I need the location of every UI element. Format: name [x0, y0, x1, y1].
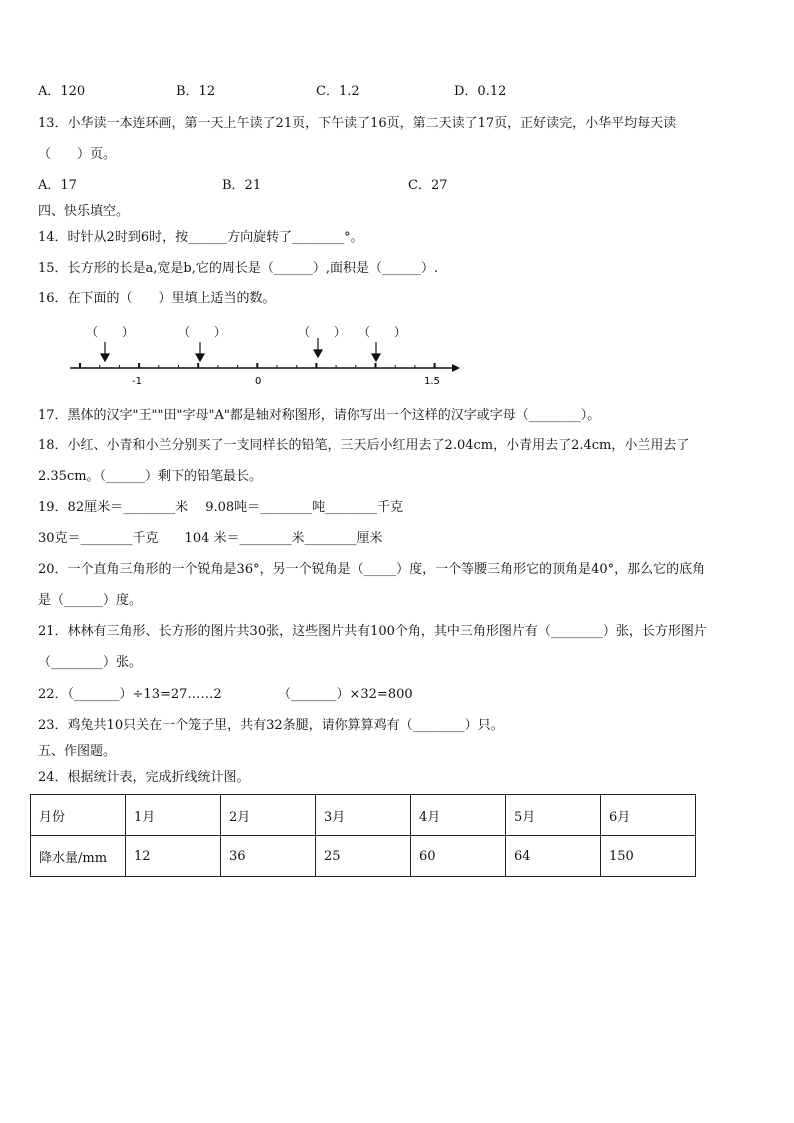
table-cell: 4月	[411, 795, 506, 836]
table-cell: 36	[221, 836, 316, 877]
axis-arrow	[452, 364, 460, 372]
arrow-head-3	[314, 350, 322, 357]
label-1-5: 1.5	[424, 376, 440, 387]
label-0: 0	[255, 376, 262, 387]
table-header-row	[31, 795, 696, 836]
question-17: 17．黑体的汉字"王""田"字母"A"都是轴对称图形，请你写出一个这样的汉字或字母（________）。	[38, 408, 601, 423]
section-heading-4: 四、快乐填空。	[38, 204, 130, 219]
option-c: C．27	[408, 178, 448, 193]
question-21-line1: 21．林林有三角形、长方形的图片共30张，这些图片共有100个角，其中三角形图片有（________）张，长方形图片	[38, 624, 707, 639]
question-24: 24．根据统计表，完成折线统计图。	[38, 770, 250, 785]
table-cell: 1月	[126, 795, 221, 836]
option-a: A．120	[38, 84, 86, 99]
option-d: D．0.12	[454, 84, 507, 99]
question-15: 15．长方形的长是a,宽是b,它的周长是（______）,面积是（______）.	[38, 261, 439, 276]
question-14: 14．时针从2时到6时，按______方向旋转了________°。	[38, 230, 364, 245]
table-cell: 12	[126, 836, 221, 877]
section-heading-5: 五、作图题。	[38, 744, 117, 759]
table-cell: 月份	[31, 795, 126, 836]
blank-1: （ ）	[86, 325, 135, 339]
question-18-line1: 18．小红、小青和小兰分别买了一支同样长的铅笔，三天后小红用去了2.04cm，小青用去了2.4cm，小兰用去了	[38, 438, 690, 453]
option-b: B．12	[176, 84, 216, 99]
blank-3: （ ）	[298, 325, 347, 339]
blank-2: （ ）	[178, 325, 227, 339]
table-cell: 2月	[221, 795, 316, 836]
question-19-line2: 30克＝________千克 104 米＝________米________厘米	[38, 531, 383, 546]
label-minus-1: -1	[132, 376, 142, 387]
rainfall-table	[30, 794, 696, 877]
arrow-head-4	[372, 354, 380, 361]
option-b: B．21	[222, 178, 262, 193]
table-cell: 5月	[506, 795, 601, 836]
table-cell: 60	[411, 836, 506, 877]
question-22-part1: 22．（_______）÷13=27……2	[38, 687, 222, 702]
arrow-head-2	[196, 354, 204, 361]
question-21-line2: （________）张。	[38, 655, 143, 670]
number-line-figure	[66, 318, 466, 388]
question-22-part2: （_______）×32=800	[278, 687, 413, 702]
question-20-line2: 是（______）度。	[38, 593, 143, 608]
table-row	[31, 836, 696, 877]
question-20-line1: 20．一个直角三角形的一个锐角是36°，另一个锐角是（_____）度，一个等腰三角形它的顶角是40°，那么它的底角	[38, 562, 706, 577]
question-13-line1: 13．小华读一本连环画，第一天上午读了21页，下午读了16页，第二天读了17页，正好读完，小华平均每天读	[38, 116, 677, 131]
table-cell: 25	[316, 836, 411, 877]
table-cell: 3月	[316, 795, 411, 836]
question-13-line2: （ ）页。	[38, 147, 117, 162]
table-cell: 150	[601, 836, 696, 877]
table-cell: 6月	[601, 795, 696, 836]
question-19-line1: 19．82厘米＝________米 9.08吨＝________吨________千克	[38, 500, 404, 515]
table-cell: 64	[506, 836, 601, 877]
blank-4: （ ）	[358, 325, 407, 339]
question-18-line2: 2.35cm。（______）剩下的铅笔最长。	[38, 469, 263, 484]
option-c: C．1.2	[316, 84, 360, 99]
option-a: A．17	[38, 178, 77, 193]
table-cell: 降水量/mm	[31, 836, 126, 877]
question-16: 16．在下面的（ ）里填上适当的数。	[38, 291, 276, 306]
question-23: 23．鸡兔共10只关在一个笼子里，共有32条腿，请你算算鸡有（________）只。	[38, 718, 504, 733]
arrow-head-1	[101, 354, 109, 361]
